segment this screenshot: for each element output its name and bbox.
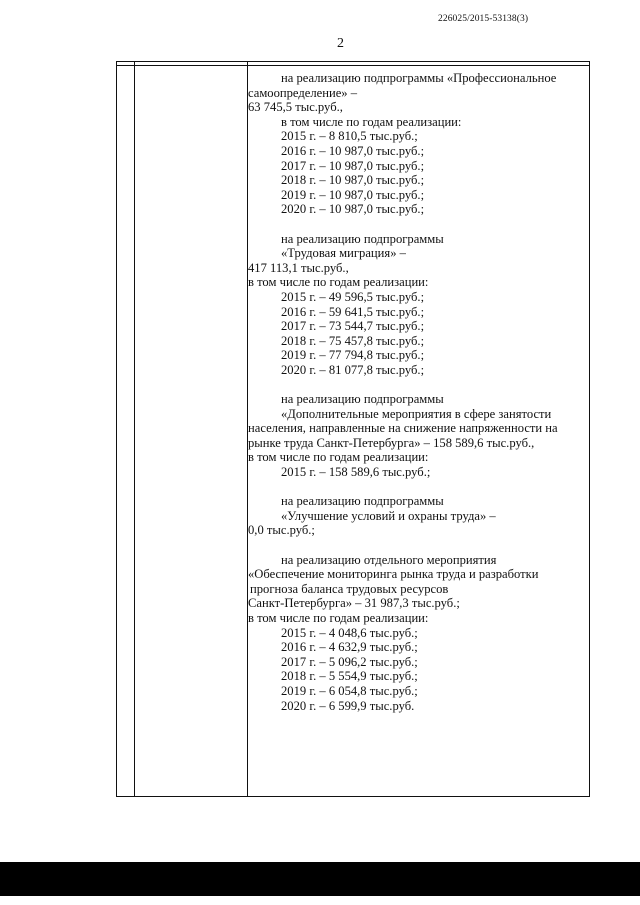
text-line: 2017 г. – 10 987,0 тыс.руб.; [281, 158, 425, 173]
text-line: в том числе по годам реализации: [248, 610, 429, 625]
text-line: 2017 г. – 73 544,7 тыс.руб.; [281, 319, 425, 334]
paragraph-spacer [248, 217, 583, 232]
text-line: рынке труда Санкт-Петербурга» – 158 589,6 тыс.руб., [248, 435, 535, 450]
text-line: Санкт-Петербурга» – 31 987,3 тыс.руб.; [248, 596, 460, 611]
text-line: 2020 г. – 10 987,0 тыс.руб.; [281, 202, 425, 217]
text-line: 2015 г. – 8 810,5 тыс.руб.; [281, 129, 418, 144]
text-line: в том числе по годам реализации: [281, 114, 462, 129]
text-line: 2019 г. – 6 054,8 тыс.руб.; [281, 683, 418, 698]
table-top-inner-line [117, 65, 589, 66]
text-line: 2018 г. – 10 987,0 тыс.руб.; [281, 173, 425, 188]
funding-text-column [248, 71, 583, 713]
text-line: на реализацию подпрограммы [281, 494, 444, 509]
text-line: на реализацию подпрограммы [281, 231, 444, 246]
text-line: 2019 г. – 10 987,0 тыс.руб.; [281, 187, 425, 202]
text-line: на реализацию подпрограммы [281, 392, 444, 407]
text-line: 2020 г. – 81 077,8 тыс.руб.; [281, 362, 425, 377]
text-line: на реализацию отдельного мероприятия [281, 552, 497, 567]
text-line: 2015 г. – 4 048,6 тыс.руб.; [281, 625, 418, 640]
text-line: самоопределение» – [248, 85, 358, 100]
text-line: 2016 г. – 10 987,0 тыс.руб.; [281, 143, 425, 158]
text-line: 417 113,1 тыс.руб., [248, 260, 349, 275]
funding-paragraph [248, 553, 583, 714]
text-line: 2018 г. – 75 457,8 тыс.руб.; [281, 333, 425, 348]
funding-paragraph [248, 494, 583, 538]
text-line: в том числе по годам реализации: [248, 275, 429, 290]
document-id: 226025/2015-53138(3) [438, 14, 529, 24]
text-line: населения, направленные на снижение напряженности на [248, 421, 558, 436]
text-line: 2016 г. – 4 632,9 тыс.руб.; [281, 640, 418, 655]
scan-footer-bar [0, 862, 640, 896]
funding-paragraph [248, 71, 583, 217]
text-line: 2016 г. – 59 641,5 тыс.руб.; [281, 304, 425, 319]
paragraph-spacer [248, 480, 583, 495]
text-line: 2018 г. – 5 554,9 тыс.руб.; [281, 669, 418, 684]
text-line: 2020 г. – 6 599,9 тыс.руб. [281, 698, 415, 713]
text-line: 2015 г. – 158 589,6 тыс.руб.; [281, 465, 431, 480]
text-line: на реализацию подпрограммы «Профессиональное [281, 71, 557, 85]
text-line: 2015 г. – 49 596,5 тыс.руб.; [281, 289, 425, 304]
text-line: «Улучшение условий и охраны труда» – [281, 508, 496, 523]
funding-paragraph [248, 392, 583, 480]
text-line: 2019 г. – 77 794,8 тыс.руб.; [281, 348, 425, 363]
text-line: 0,0 тыс.руб.; [248, 523, 315, 538]
funding-paragraph [248, 232, 583, 378]
text-line: 63 745,5 тыс.руб., [248, 100, 343, 115]
text-line: прогноза баланса трудовых ресурсов [250, 581, 449, 596]
paragraph-spacer [248, 538, 583, 553]
text-line: 2017 г. – 5 096,2 тыс.руб.; [281, 654, 418, 669]
table-column-divider-1 [134, 62, 135, 796]
text-line: в том числе по годам реализации: [248, 450, 429, 465]
paragraph-spacer [248, 377, 583, 392]
text-line: «Обеспечение мониторинга рынка труда и разработки [248, 567, 539, 582]
text-line: «Трудовая миграция» – [281, 246, 406, 261]
text-line: «Дополнительные мероприятия в сфере занятости [281, 406, 552, 421]
page-number: 2 [337, 36, 344, 51]
